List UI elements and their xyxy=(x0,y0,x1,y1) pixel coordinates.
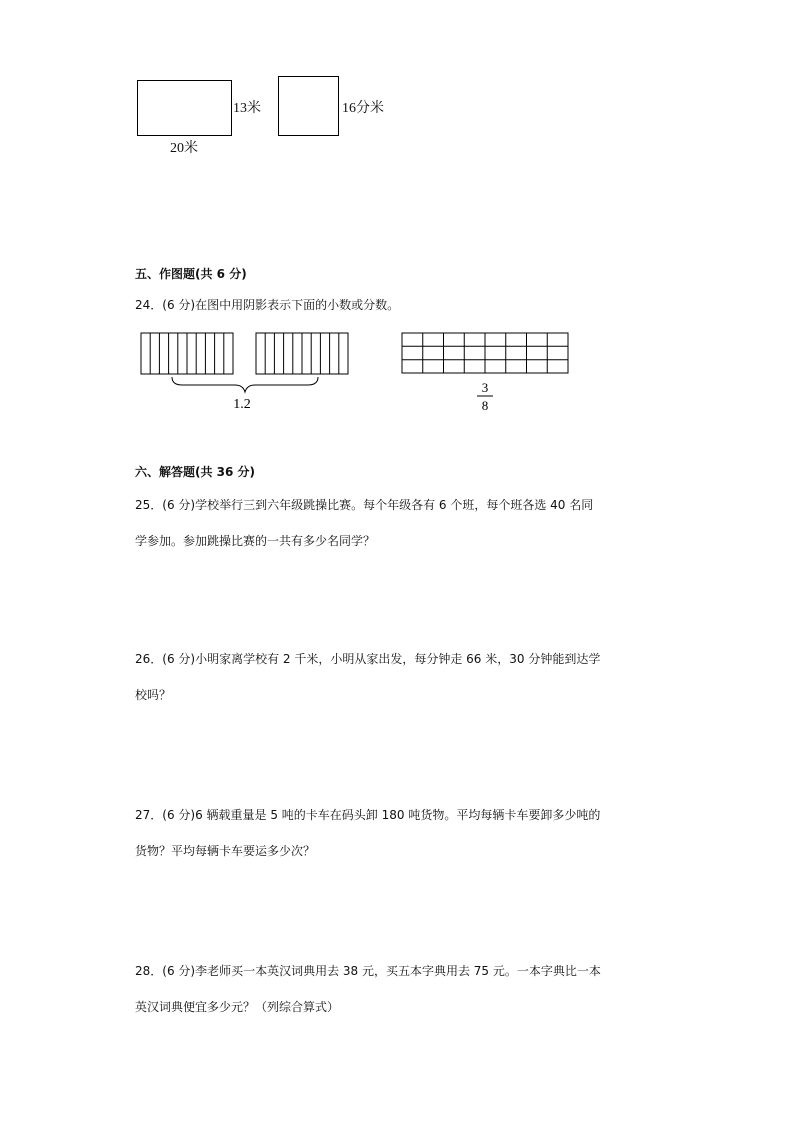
rectangle-width-label: 20米 xyxy=(170,141,198,156)
brace-label: 1.2 xyxy=(233,397,251,412)
question-28-line-2: 英汉词典便宜多少元？（列综合算式） xyxy=(135,1000,340,1014)
question-24-text: 24．(6 分)在图中用阴影表示下面的小数或分数。 xyxy=(135,298,400,312)
question-26 xyxy=(135,641,675,713)
striped-rectangle-right xyxy=(256,333,348,374)
question-27-line-2: 货物？平均每辆卡车要运多少次？ xyxy=(135,844,316,858)
striped-rectangle-left xyxy=(141,333,233,374)
rectangle-height-label: 13米 xyxy=(233,101,261,116)
question-26-line-2: 校吗？ xyxy=(135,688,172,702)
question-25 xyxy=(135,487,675,559)
question-27 xyxy=(135,797,675,869)
square-figure xyxy=(278,76,339,136)
fraction-numerator: 3 xyxy=(481,380,489,395)
question-27-line-1: 27．(6 分)6 辆载重量是 5 吨的卡车在码头卸 180 吨货物。平均每辆卡车要卸多少吨的 xyxy=(135,808,601,822)
brace xyxy=(172,377,318,392)
question-28-line-1: 28．(6 分)李老师买一本英汉词典用去 38 元，买五本字典用去 75 元。一本字典比一本 xyxy=(135,964,601,978)
fraction-denominator: 8 xyxy=(481,398,489,413)
square-side-label: 16分米 xyxy=(342,101,384,116)
question-28 xyxy=(135,953,675,1025)
question-26-line-1: 26．(6 分)小明家离学校有 2 千米，小明从家出发，每分钟走 66 米，30 分钟能到达学 xyxy=(135,652,601,666)
section-five-heading: 五、作图题(共 6 分) xyxy=(135,267,247,281)
fraction-grid xyxy=(402,333,568,373)
question-25-line-2: 学参加。参加跳操比赛的一共有多少名同学？ xyxy=(135,534,376,548)
section-six-heading: 六、解答题(共 36 分) xyxy=(135,465,256,479)
rectangle-figure xyxy=(137,80,232,136)
question-24-figures xyxy=(130,325,590,420)
question-25-line-1: 25．(6 分)学校举行三到六年级跳操比赛。每个年级各有 6 个班，每个班各选 40 名同 xyxy=(135,498,594,512)
